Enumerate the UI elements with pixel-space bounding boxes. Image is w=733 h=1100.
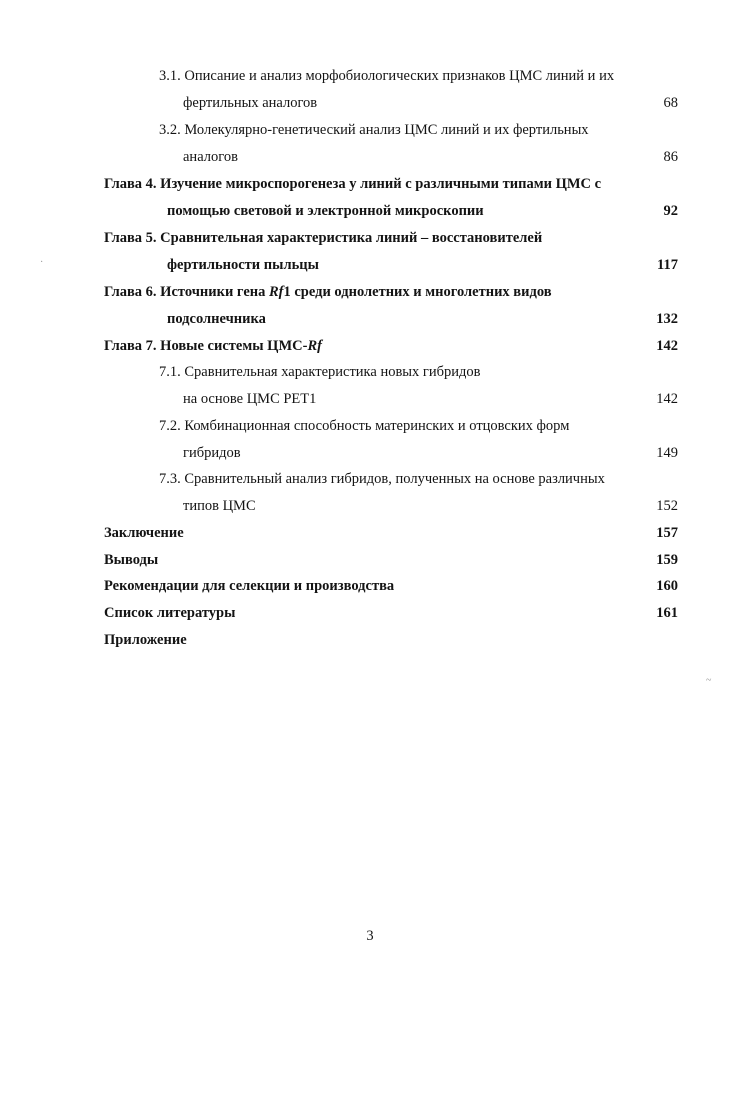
toc-findings-page: 159 [656, 552, 678, 568]
toc-chapter-5-line2: фертильности пыльцы [167, 257, 319, 273]
toc-chapter-4-line1: Глава 4. Изучение микроспорогенеза у линий с различными типами ЦМС с [104, 176, 602, 192]
toc-section-7-3-line2: типов ЦМС [183, 498, 256, 514]
toc-findings-label: Выводы [104, 552, 159, 568]
toc-section-3-2-line2: аналогов [183, 149, 238, 165]
toc-chapter-4-line2: помощью световой и электронной микроскопии [167, 203, 484, 219]
toc-chapter-6-line1 [104, 283, 552, 301]
toc-section-3-1-line2: фертильных аналогов [183, 95, 318, 111]
toc-chapter-6-page: 132 [656, 311, 678, 327]
scan-speck: · [40, 257, 44, 268]
toc-chapter-6-gene-symbol: Rf [268, 284, 284, 300]
toc-section-7-2-line2: гибридов [183, 445, 241, 461]
toc-conclusion-label: Заключение [104, 525, 184, 541]
toc-appendix-label: Приложение [104, 632, 187, 648]
toc-section-3-1-page: 68 [663, 95, 678, 111]
toc-section-7-3-page: 152 [656, 498, 678, 514]
toc-section-7-1-line1: 7.1. Сравнительная характеристика новых гибридов [159, 364, 481, 380]
page-number: 3 [366, 928, 374, 944]
toc-section-7-3-line1: 7.3. Сравнительный анализ гибридов, полученных на основе различных [159, 471, 605, 487]
toc-section-7-2-line1: 7.2. Комбинационная способность материнских и отцовских форм [159, 418, 570, 434]
toc-section-7-2-page: 149 [656, 445, 678, 461]
toc-chapter-6-line1-post: 1 среди однолетних и многолетних видов [283, 284, 552, 300]
toc-references-page: 161 [656, 605, 678, 621]
toc-chapter-7-gene-symbol: Rf [307, 338, 322, 354]
toc-recommendations-page: 160 [656, 578, 678, 594]
toc-references-label: Список литературы [104, 605, 236, 621]
scan-speck: ~ [706, 675, 712, 686]
toc-section-7-1-line2: на основе ЦМС PET1 [183, 391, 317, 407]
toc-chapter-6-line1-pre: Глава 6. Источники гена [104, 284, 269, 300]
toc-chapter-5-line1: Глава 5. Сравнительная характеристика линий – восстановителей [104, 230, 543, 246]
toc-chapter-4-page: 92 [663, 203, 678, 219]
toc-chapter-7-line1-pre: Глава 7. Новые системы ЦМС- [104, 338, 308, 354]
toc-section-3-2-line1: 3.2. Молекулярно-генетический анализ ЦМС линий и их фертильных [159, 122, 589, 138]
toc-recommendations-label: Рекомендации для селекции и производства [104, 578, 395, 594]
toc-conclusion-page: 157 [656, 525, 678, 541]
toc-chapter-6-line2: подсолнечника [167, 311, 266, 327]
toc-chapter-7-page: 142 [656, 338, 678, 354]
toc-section-7-1-page: 142 [656, 391, 678, 407]
toc-section-3-2-page: 86 [663, 149, 678, 165]
toc-chapter-7-line1 [104, 337, 322, 355]
toc-chapter-5-page: 117 [657, 257, 678, 273]
toc-section-3-1-line1: 3.1. Описание и анализ морфобиологических признаков ЦМС линий и их [159, 68, 615, 84]
